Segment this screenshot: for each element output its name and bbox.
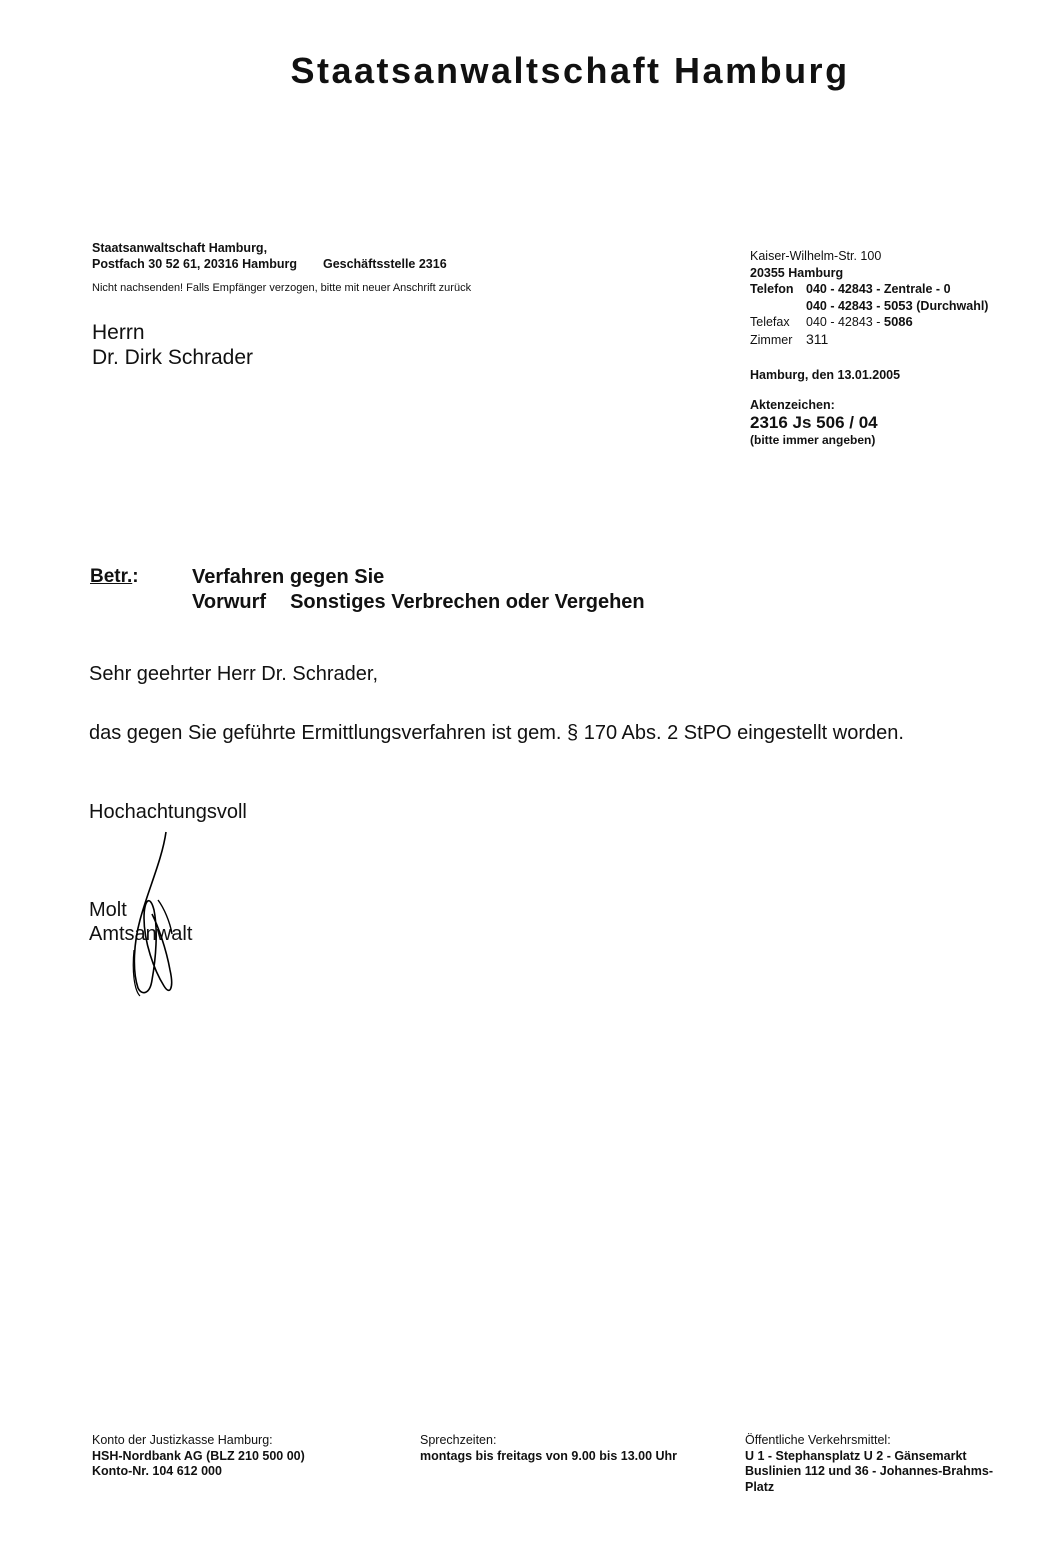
recipient-block: [92, 320, 253, 370]
telefon-label: Telefon: [750, 282, 794, 296]
zimmer-value: 311: [806, 330, 829, 347]
footer-transport-heading: Öffentliche Verkehrsmittel:: [745, 1433, 891, 1447]
signer-name: Molt: [89, 899, 127, 921]
aktenzeichen-label: Aktenzeichen:: [750, 398, 835, 412]
handwritten-signature: [118, 830, 198, 1000]
forwarding-notice: Nicht nachsenden! Falls Empfänger verzogen, bitte mit neuer Anschrift zurück: [92, 282, 472, 294]
footer-transport-line3: Platz: [745, 1479, 775, 1494]
sender-line-2: Postfach 30 52 61, 20316 Hamburg: [92, 257, 297, 271]
footer-transport: [745, 1433, 1015, 1495]
footer-bank-line1: HSH-Nordbank AG (BLZ 210 500 00): [92, 1448, 305, 1463]
footer-bank-heading: Konto der Justizkasse Hamburg:: [92, 1433, 273, 1447]
subject-vorwurf-label: Vorwurf: [192, 591, 267, 613]
telefon-zentrale: 040 - 42843 - Zentrale - 0: [806, 282, 951, 296]
telefon-durchwahl-suffix: (Durchwahl): [916, 298, 989, 313]
footer-transport-line1: U 1 - Stephansplatz U 2 - Gänsemarkt: [745, 1448, 967, 1463]
subject-text: [192, 565, 645, 615]
zimmer-label: Zimmer: [750, 332, 793, 347]
telefon-durchwahl-prefix: 040 - 42843 -: [806, 298, 881, 313]
telefon-durchwahl-number: 5053: [883, 297, 913, 313]
telefax-label: Telefax: [750, 315, 790, 329]
subject-label-colon: :: [132, 566, 139, 587]
aktenzeichen-note: (bitte immer angeben): [750, 433, 876, 447]
letter-closing: Hochachtungsvoll: [89, 801, 247, 823]
aktenzeichen-value: 2316 Js 506 / 04: [750, 413, 878, 432]
letter-salutation: Sehr geehrter Herr Dr. Schrader,: [89, 663, 379, 685]
telefax-prefix: 040 - 42843 -: [806, 315, 881, 329]
sender-block: [92, 240, 447, 272]
signer-title: Amtsanwalt: [89, 923, 193, 945]
footer-hours-line1: montags bis freitags von 9.00 bis 13.00 Uhr: [420, 1448, 678, 1463]
letter-date: Hamburg, den 13.01.2005: [750, 368, 901, 382]
subject-line-1: Verfahren gegen Sie: [192, 566, 385, 588]
aktenzeichen-block: [750, 398, 878, 447]
contact-block: [750, 248, 988, 348]
letter-body: das gegen Sie geführte Ermittlungsverfahren ist gem. § 170 Abs. 2 StPO eingestellt worden.: [89, 722, 904, 744]
subject-vorwurf-value: Sonstiges Verbrechen oder Vergehen: [290, 591, 645, 613]
subject-label-text: Betr.: [90, 566, 133, 587]
sender-line-1: Staatsanwaltschaft Hamburg,: [92, 241, 268, 255]
contact-street: Kaiser-Wilhelm-Str. 100: [750, 249, 882, 263]
footer-transport-line2: Buslinien 112 und 36 - Johannes-Brahms-: [745, 1464, 993, 1478]
geschaeftsstelle: Geschäftsstelle 2316: [322, 257, 447, 271]
subject-label: [90, 566, 139, 588]
page-title: Staatsanwaltschaft Hamburg: [290, 50, 850, 91]
telefax-number: 5086: [883, 314, 913, 329]
footer-hours: [420, 1433, 720, 1464]
footer-hours-heading: Sprechzeiten:: [420, 1433, 497, 1447]
recipient-name: Dr. Dirk Schrader: [92, 346, 254, 369]
footer-bank: [92, 1433, 392, 1480]
recipient-salutation-line: Herrn: [92, 321, 145, 344]
footer-bank-line2: Konto-Nr. 104 612 000: [92, 1464, 222, 1478]
contact-city: 20355 Hamburg: [750, 265, 844, 280]
